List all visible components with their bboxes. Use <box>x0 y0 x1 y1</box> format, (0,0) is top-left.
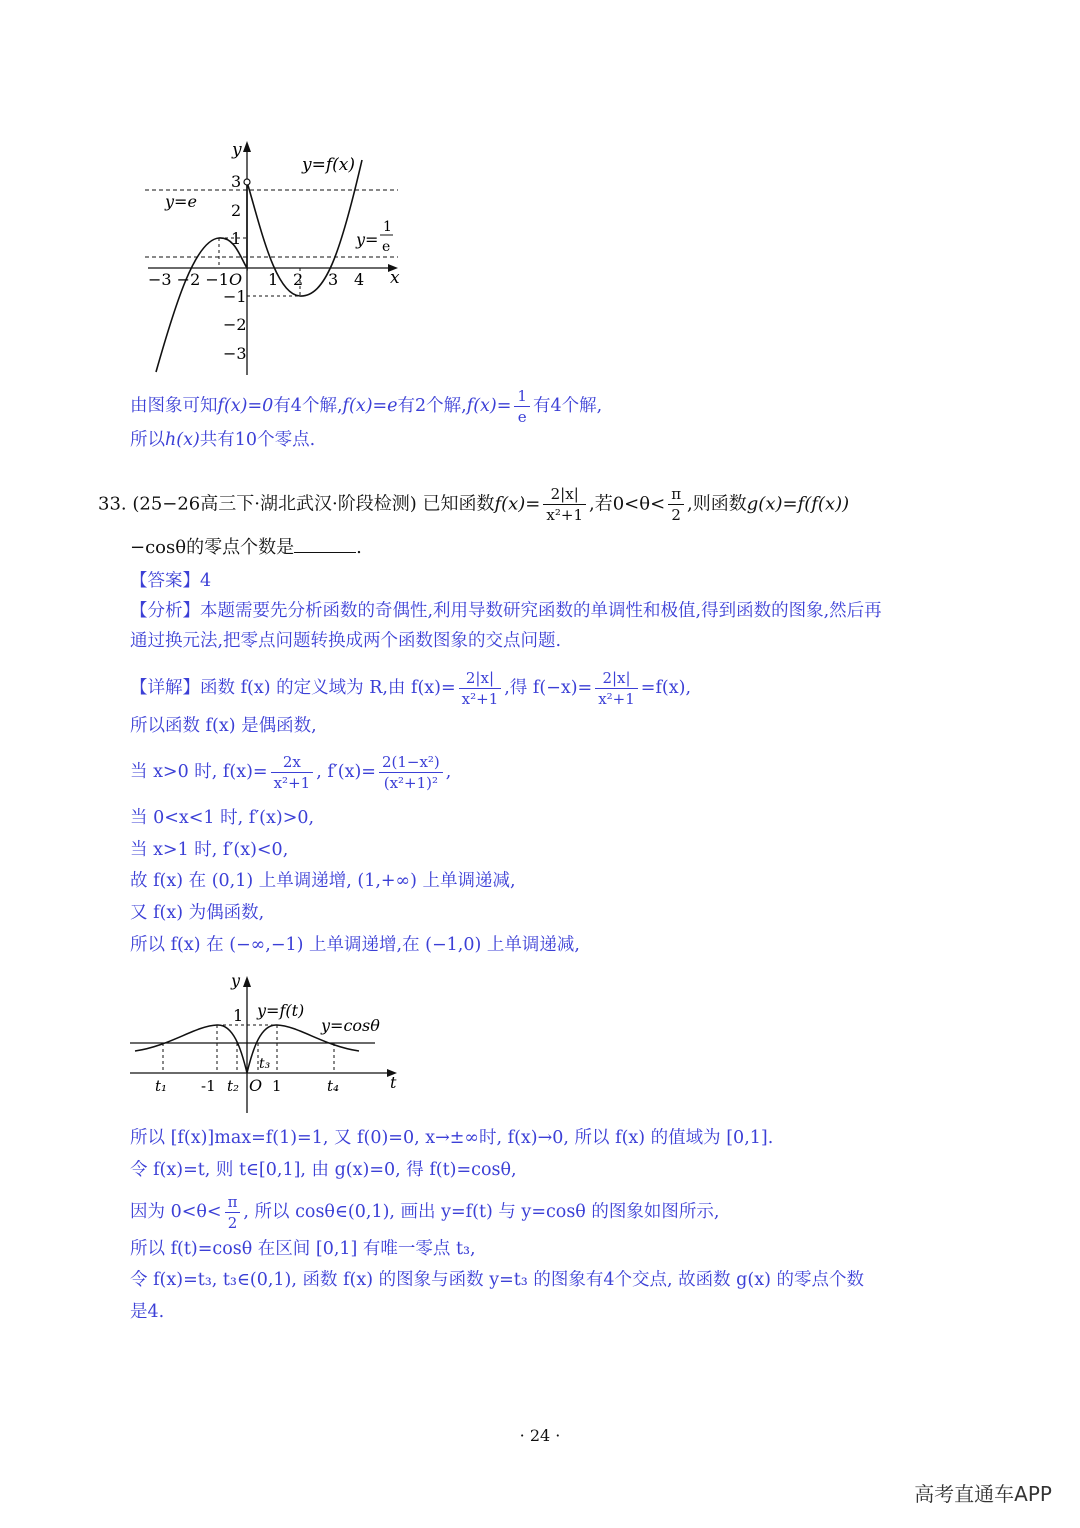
svg-text:−2: −2 <box>223 315 247 334</box>
cos-label: y=cosθ <box>321 1016 380 1035</box>
svg-text:1: 1 <box>272 1077 282 1095</box>
line-inv-e-label: y= <box>356 230 379 249</box>
svg-text:t₃: t₃ <box>259 1056 271 1072</box>
svg-text:t₁: t₁ <box>155 1077 168 1095</box>
origin-label: O <box>229 270 243 289</box>
svg-text:3: 3 <box>231 172 242 191</box>
answer: 【答案】4 <box>130 571 212 591</box>
svg-text:2: 2 <box>293 270 304 289</box>
curve-ft-label: y=f(t) <box>257 1001 305 1020</box>
sol32-line2: 所以h(x)共有10个零点. <box>130 430 316 450</box>
detail-line10: 令 f(x)=t, 则 t∈[0,1], 由 g(x)=0, 得 f(t)=cosθ, <box>130 1160 517 1180</box>
x-ticks-left: −3 −2 −1 <box>148 270 229 289</box>
graph-fx <box>140 135 410 380</box>
answer-blank <box>294 536 356 553</box>
svg-text:2: 2 <box>231 201 242 220</box>
question-33: 33. (25−26高三下·湖北武汉·阶段检测) 已知函数f(x)= $\frac{2|x|}{\text{x²+1}}$ ,若0<θ< $\frac{\pi}{2}$ ,则函数g(x)=f(f(x)) <box>98 485 850 524</box>
detail-line6: 故 f(x) 在 (0,1) 上单调递增, (1,+∞) 上单调递减, <box>130 871 516 891</box>
detail-line5: 当 x>1 时, f′(x)<0, <box>130 840 289 860</box>
detail-line2: 所以函数 f(x) 是偶函数, <box>130 716 317 736</box>
analysis-line2: 通过换元法,把零点问题转换成两个函数图象的交点问题. <box>130 631 562 651</box>
detail-line1: 【详解】函数 f(x) 的定义域为 R,由 f(x)= $\frac{2|x|}{\text{x²+1}}$ ,得 f(−x)= $\frac{2|x|}{\text{x²+1}}$ =f(x), <box>130 669 692 708</box>
detail-line7: 又 f(x) 为偶函数, <box>130 903 265 923</box>
x-axis-label: x <box>390 268 400 288</box>
svg-text:-1: -1 <box>201 1077 216 1095</box>
svg-text:−1: −1 <box>223 287 247 306</box>
curve-label: y=f(x) <box>302 155 355 175</box>
detail-line11: 因为 0<θ< $\frac{\pi}{2}$ , 所以 cosθ∈(0,1), 画出 y=f(t) 与 y=cosθ 的图象如图所示, <box>130 1193 720 1232</box>
svg-text:t₂: t₂ <box>227 1077 240 1095</box>
question-33-line2: −cosθ的零点个数是 . <box>130 537 362 558</box>
graph-ft-cos <box>125 968 405 1118</box>
svg-text:−3: −3 <box>223 344 247 363</box>
svg-text:e: e <box>382 239 391 255</box>
page-number: · 24 · <box>519 1426 561 1445</box>
svg-text:t₄: t₄ <box>327 1077 340 1095</box>
detail-line12: 所以 f(t)=cosθ 在区间 [0,1] 有唯一零点 t₃, <box>130 1239 476 1259</box>
analysis-line1: 【分析】本题需要先分析函数的奇偶性,利用导数研究函数的单调性和极值,得到函数的图象,然后再 <box>130 601 882 621</box>
svg-text:t: t <box>390 1073 397 1092</box>
detail-line13: 令 f(x)=t₃, t₃∈(0,1), 函数 f(x) 的图象与函数 y=t₃ 的图象有4个交点, 故函数 g(x) 的零点个数 <box>130 1270 864 1290</box>
svg-text:O: O <box>249 1076 263 1095</box>
svg-text:1: 1 <box>233 1006 244 1025</box>
svg-text:4: 4 <box>354 270 365 289</box>
line-e-label: y=e <box>165 192 197 211</box>
y-axis-label: y <box>232 140 242 160</box>
svg-text:1: 1 <box>231 229 242 248</box>
detail-line8: 所以 f(x) 在 (−∞,−1) 上单调递增,在 (−1,0) 上单调递减, <box>130 935 580 955</box>
sol32-line1: 由图象可知f(x)=0有4个解,f(x)=e有2个解,f(x)= $\frac{1}{e}$ 有4个解, <box>130 387 603 426</box>
detail-line14: 是4. <box>130 1302 165 1322</box>
detail-line9: 所以 [f(x)]max=f(1)=1, 又 f(0)=0, x→±∞时, f(x)→0, 所以 f(x) 的值域为 [0,1]. <box>130 1128 774 1148</box>
svg-text:1: 1 <box>268 270 279 289</box>
watermark: 高考直通车APP <box>914 1482 1052 1506</box>
detail-line4: 当 0<x<1 时, f′(x)>0, <box>130 808 315 828</box>
svg-text:y: y <box>231 971 241 990</box>
svg-text:1: 1 <box>383 219 392 235</box>
svg-text:3: 3 <box>328 270 339 289</box>
detail-line3: 当 x>0 时, f(x)= $\frac{2x}{\text{x²+1}}$ , f′(x)= $\frac{\text{2(1−x²)}}{\text{(x²+1)²}}$ , <box>130 753 452 792</box>
